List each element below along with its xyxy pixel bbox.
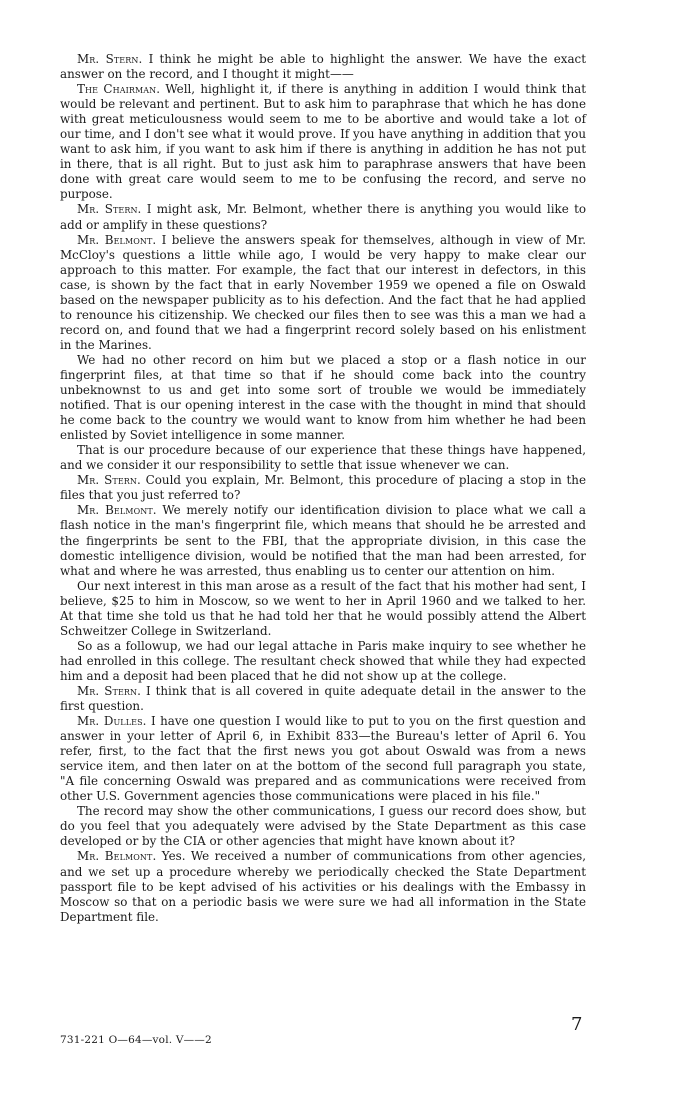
paragraph bbox=[60, 684, 586, 714]
paragraph-text: Yes. We received a number of communications from other agencies, and we set up a procedure whereby we periodically checked the State Department passport file to be kept advised of his activities or his dealings with the Embassy in Moscow so that on a periodic basis we were sure we had all information in the State Department file. bbox=[60, 849, 587, 924]
paragraph bbox=[60, 443, 586, 473]
paragraph bbox=[60, 714, 586, 804]
paragraph-text: I believe the answers speak for themselves, although in view of Mr. McCloy's questions a little while ago, I would be very happy to make clear our approach to this matter. For example, the fact that our interest in defectors, in this case, is shown by the fact that in early November 1959 we opened a file on Oswald based on the newspaper publicity as to his defection. And the fact that he had applied to renounce his citizenship. We checked our files then to see was this a man we had a record on, and found that we had a fingerprint record solely based on his enlistment in the Marines. bbox=[60, 232, 586, 352]
speaker-name: Mr. Belmont. bbox=[77, 849, 157, 864]
document-body bbox=[60, 52, 586, 925]
paragraph bbox=[60, 233, 586, 353]
paragraph-text: Our next interest in this man arose as a result of the fact that his mother had sent, I believe, $25 to him in Moscow, so we went to her in April 1960 and we talked to her. At that time she told us that he had told her that he would possibly attend the Albert Schweitzer College in Switzerland. bbox=[60, 578, 586, 638]
paragraph bbox=[60, 579, 586, 639]
speaker-name: Mr. Dulles. bbox=[77, 714, 147, 729]
paragraph-text: I think that is all covered in quite adequate detail in the answer to the first question. bbox=[60, 683, 586, 714]
paragraph-text: We had no other record on him but we placed a stop or a flash notice in our fingerprint files, at that time so that if he should come back into the country unbeknownst to us and get into some sort of trouble we would be immediately notified. That is our opening interest in the case with the thought in mind that should he come back to the country we would want to know from him whether he had been enlisted by Soviet intelligence in some manner. bbox=[60, 352, 586, 443]
paragraph bbox=[60, 353, 586, 443]
paragraph bbox=[60, 82, 586, 202]
speaker-name: The Chairman. bbox=[77, 82, 161, 97]
footer-print-code: 731-221 O—64—vol. V——2 bbox=[60, 1034, 212, 1046]
paragraph-text: So as a followup, we had our legal attache in Paris make inquiry to see whether he had enrolled in this college. The resultant check showed that while they had expected him and a deposit had been placed that he did not show up at the college. bbox=[60, 638, 586, 683]
speaker-name: Mr. Stern. bbox=[77, 202, 142, 217]
paragraph bbox=[60, 804, 586, 849]
paragraph-text: That is our procedure because of our experience that these things have happened, and we consider it our responsibility to settle that issue whenever we can. bbox=[60, 443, 586, 473]
speaker-name: Mr. Belmont. bbox=[77, 503, 157, 518]
speaker-name: Mr. Stern. bbox=[77, 683, 142, 698]
speaker-name: Mr. Belmont. bbox=[77, 232, 157, 247]
paragraph-text: We merely notify our identification division to place what we call a flash notice in the man's fingerprint file, which means that should he be arrested and the fingerprints be sent to the FBI, that the appropriate division, in this case the domestic intelligence division, would be notified that the man had been arrested, for what and where he was arrested, thus enabling us to center our attention on him. bbox=[60, 503, 587, 578]
paragraph-text: I think he might be able to highlight the answer. We have the exact answer on the record, and I thought it might—— bbox=[60, 52, 586, 82]
speaker-name: Mr. Stern. bbox=[77, 52, 143, 66]
paragraph bbox=[60, 503, 586, 578]
paragraph bbox=[60, 473, 586, 503]
paragraph bbox=[60, 849, 586, 924]
paragraph-text: Could you explain, Mr. Belmont, this procedure of placing a stop in the files that you just referred to? bbox=[60, 473, 586, 503]
page-number: 7 bbox=[571, 1014, 583, 1035]
paragraph bbox=[60, 202, 586, 232]
paragraph-text: Well, highlight it, if there is anything in addition I would think that would be relevant and pertinent. But to ask him to paraphrase that which he has done with great meticulousness would seem to me to be abortive and would take a lot of our time, and I don't see what it would prove. If you have anything in addition that you want to ask him, if you want to ask him if there is anything in addition he has not put in there, that is all right. But to just ask him to paraphrase answers that have been done with great care would seem to me to be confusing the record, and serve no purpose. bbox=[60, 82, 586, 202]
paragraph-text: The record may show the other communications, I guess our record does show, but do you feel that you adequately were advised by the State Department as this case developed or by the CIA or other agencies that might have known about it? bbox=[60, 804, 586, 849]
paragraph-text: I might ask, Mr. Belmont, whether there is anything you would like to add or amplify in these questions? bbox=[60, 202, 587, 232]
paragraph-text: I have one question I would like to put to you on the first question and answer in your letter of April 6, in Exhibit 833—the Bureau's letter of April 6. You refer, first, to the fact that the first news you got about Oswald was from a news service item, and then later on at the bottom of the second full paragraph you state, "A file concerning Oswald was prepared and as communications were received from other U.S. Government agencies those communications were placed in his file." bbox=[60, 714, 586, 804]
paragraph bbox=[60, 639, 586, 684]
speaker-name: Mr. Stern. bbox=[77, 473, 141, 488]
paragraph bbox=[60, 52, 586, 82]
